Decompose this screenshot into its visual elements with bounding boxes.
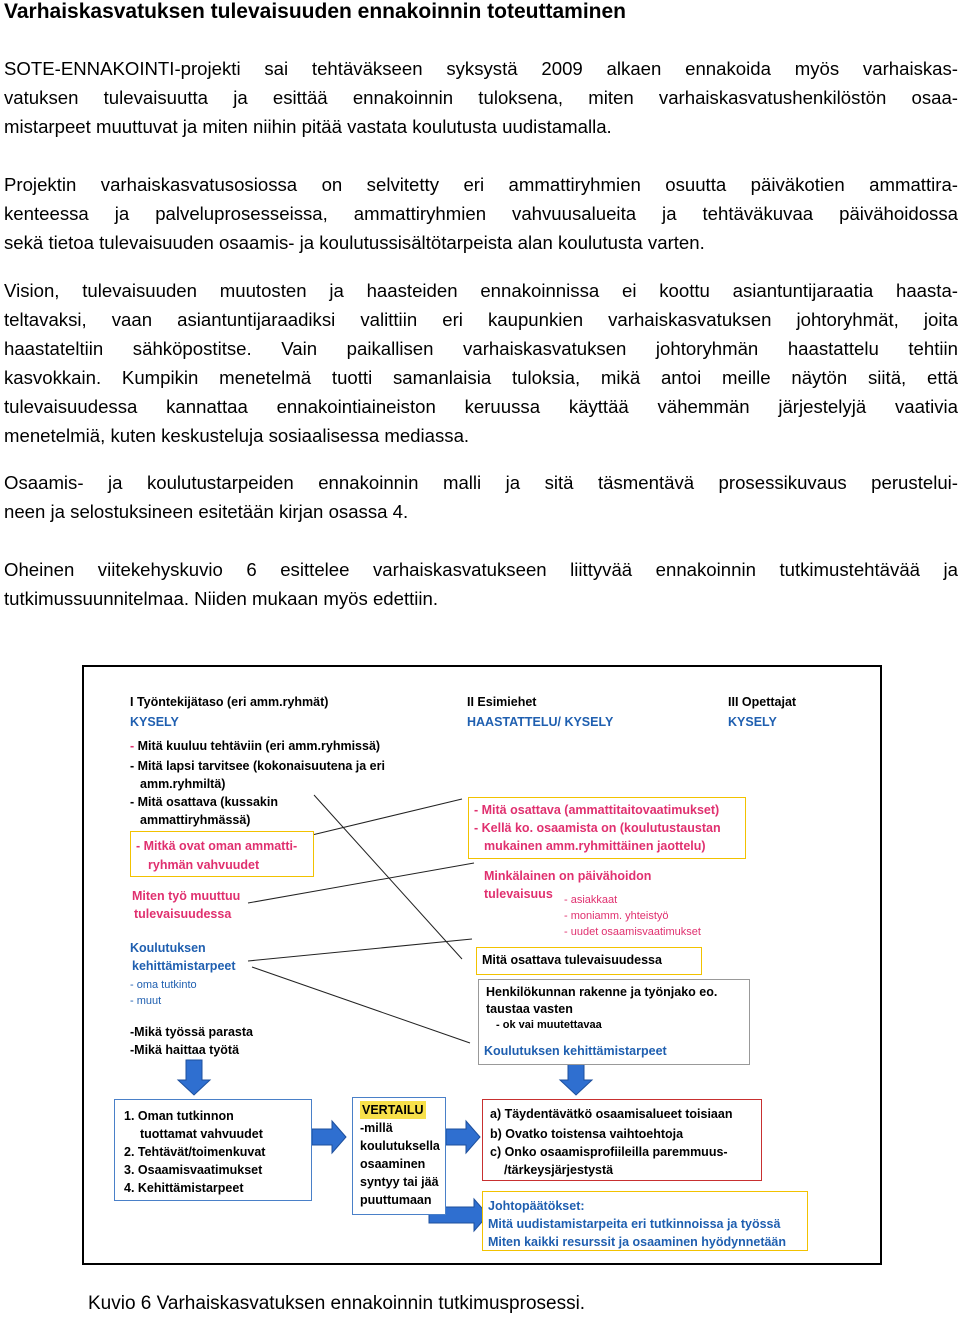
best-in-work: -Mikä työssä parasta: [130, 1025, 253, 1039]
skills-line-a: - Mitä osattava (ammattitaitovaatimukset): [474, 803, 720, 817]
research-process-figure: [82, 665, 882, 1265]
bottom-left-line: 1. Oman tutkinnon: [124, 1109, 234, 1123]
figure-caption: Kuvio 6 Varhaiskasvatuksen ennakoinnin tutkimusprosessi.: [88, 1293, 586, 1314]
connector-line: [248, 939, 472, 961]
change-line-a: Miten työ muuttuu: [132, 889, 241, 903]
paragraph-1: [4, 54, 958, 141]
worst-in-work: -Mikä haittaa työtä: [130, 1043, 240, 1057]
paragraph-4: [4, 468, 958, 526]
text-line: haastateltiin sähköpostitse. Vain paikallisen varhaiskasvatuksen johtoryhmän haastattelu tehtiin: [4, 338, 958, 359]
text-line: Oheinen viitekehyskuvio 6 esittelee varhaiskasvatukseen liittyvää ennakoinnin tutkimustehtävää ja: [4, 559, 958, 580]
question-line: c) Onko osaamisprofiileilla paremmuus-: [490, 1145, 728, 1159]
text-line: Osaamis- ja koulutustarpeiden ennakoinnin malli ja sitä täsmentävä prosessikuvaus perustelui-: [4, 472, 958, 493]
text-line: tulevaisuudessa kannattaa ennakointiaineiston keruussa käyttää vähemmän järjestelyjä vaativia: [4, 396, 958, 417]
right-arrow-2: [446, 1121, 480, 1153]
paragraph-5: [4, 555, 958, 613]
bottom-left-line: 3. Osaamisvaatimukset: [124, 1163, 263, 1177]
col2-method: HAASTATTELU/ KYSELY: [467, 715, 614, 729]
staff-line-a: Henkilökunnan rakenne ja työnjako eo.: [486, 985, 718, 999]
staff-line-c: - ok vai muutettavaa: [496, 1019, 602, 1031]
text-line: kasvokkain. Kumpikin menetelmä tuotti samanlaisia tuloksia, mikä antoi meille näytön siitä, että: [4, 367, 958, 388]
comparison-title: VERTAILU: [362, 1103, 424, 1117]
edu-needs-c: - oma tutkinto: [130, 979, 197, 991]
col3-heading: III Opettajat: [728, 695, 797, 709]
col2-edu-needs: Koulutuksen kehittämistarpeet: [484, 1044, 667, 1058]
paragraph-2: [4, 170, 958, 257]
text-line: tutkimussuunnitelmaa. Niiden mukaan myös edettiin.: [4, 588, 439, 609]
conclusions-line-a: Mitä uudistamistarpeita eri tutkinnoissa ja työssä: [488, 1217, 781, 1231]
text-line: mistarpeet muuttuvat ja miten niihin pitää vastata koulutusta uudistamalla.: [4, 116, 612, 137]
connector-line: [252, 967, 470, 1043]
future-line-d: - moniamm. yhteistyö: [564, 910, 669, 922]
future-line-a: Minkälainen on päivähoidon: [484, 869, 652, 883]
edu-needs-a: Koulutuksen: [130, 941, 206, 955]
down-arrow-right: [560, 1060, 592, 1095]
connector-line: [314, 795, 462, 959]
text-line: vatuksen tulevaisuutta ja esittää ennakoinnin tuloksena, miten varhaiskasvatushenkilöstön osaa-: [4, 87, 958, 108]
strengths-line-a: - Mitkä ovat oman ammatti-: [136, 839, 298, 853]
col1-item3b: ammattiryhmässä): [140, 813, 251, 827]
col3-method: KYSELY: [728, 715, 777, 729]
edu-needs-b: kehittämistarpeet: [132, 959, 236, 973]
text-line: SOTE-ENNAKOINTI-projekti sai tehtäväkseen syksystä 2009 alkaen ennakoida myös varhaiskas-: [4, 58, 958, 79]
col1-item2b: amm.ryhmiltä): [140, 777, 226, 791]
page-title: Varhaiskasvatuksen tulevaisuuden ennakoinnin toteuttaminen: [4, 0, 627, 23]
bottom-left-line: tuottamat vahvuudet: [140, 1127, 263, 1141]
conclusions-title: Johtopäätökset:: [488, 1199, 585, 1213]
comparison-line: osaaminen: [360, 1157, 426, 1171]
skills-line-c: mukainen amm.ryhmittäinen jaottelu): [484, 839, 706, 853]
text-line: teltavaksi, vaan asiantuntijaraadiksi valittiin eri kaupunkien varhaiskasvatuksen johtoryhmät, joita: [4, 309, 958, 330]
comparison-line: puuttumaan: [360, 1193, 432, 1207]
col1-item2a: - Mitä lapsi tarvitsee (kokonaisuutena ja eri: [130, 759, 385, 773]
question-line: b) Ovatko toistensa vaihtoehtoja: [490, 1127, 684, 1141]
bottom-left-line: 4. Kehittämistarpeet: [124, 1181, 244, 1195]
comparison-line: syntyy tai jää: [360, 1175, 439, 1189]
text-line: menetelmiä, kuten keskusteluja sosiaalisessa mediassa.: [4, 425, 470, 446]
text-line: neen ja selostuksineen esitetään kirjan osassa 4.: [4, 501, 409, 522]
text-line: Vision, tulevaisuuden muutosten ja haasteiden ennakoinnissa ei koottu asiantuntijaraatia haasta-: [4, 280, 958, 301]
change-line-b: tulevaisuudessa: [134, 907, 232, 921]
future-line-c: - asiakkaat: [564, 894, 618, 906]
text-line: sekä tietoa tulevaisuuden osaamis- ja koulutussisältötarpeista alan koulutusta varten.: [4, 232, 705, 253]
text-line: Projektin varhaiskasvatusosiossa on selvitetty eri ammattiryhmien osuutta päiväkotien ammattira-: [4, 174, 958, 195]
strengths-line-b: ryhmän vahvuudet: [148, 858, 260, 872]
col2-heading: II Esimiehet: [467, 695, 537, 709]
question-line: a) Täydentävätkö osaamisalueet toisiaan: [490, 1107, 733, 1121]
question-line: /tärkeysjärjestystä: [504, 1163, 614, 1177]
col1-heading: I Työntekijätaso (eri amm.ryhmät): [130, 695, 329, 709]
future-skills-text: Mitä osattava tulevaisuudessa: [482, 953, 662, 967]
col1-item1: - Mitä kuuluu tehtäviin (eri amm.ryhmissä): [130, 739, 381, 753]
col1-method: KYSELY: [130, 715, 179, 729]
right-arrow-1: [312, 1121, 346, 1153]
conclusions-line-b: Miten kaikki resurssit ja osaaminen hyödynnetään: [488, 1235, 787, 1249]
col1-item3a: - Mitä osattava (kussakin: [130, 795, 278, 809]
future-line-e: - uudet osaamisvaatimukset: [564, 926, 701, 938]
future-line-b: tulevaisuus: [484, 887, 553, 901]
staff-line-b: taustaa vasten: [486, 1002, 573, 1016]
text-line: kenteessa ja palveluprosesseissa, ammattiryhmien vahvuusalueita ja tehtäväkuvaa päivähoidossa: [4, 203, 958, 224]
comparison-line: koulutuksella: [360, 1139, 440, 1153]
down-arrow-left: [178, 1060, 210, 1095]
edu-needs-d: - muut: [130, 995, 162, 1007]
comparison-line: -millä: [360, 1121, 393, 1135]
skills-line-b: - Kellä ko. osaamista on (koulutustaustan: [474, 821, 721, 835]
paragraph-3: [4, 276, 958, 450]
bottom-left-line: 2. Tehtävät/toimenkuvat: [124, 1145, 266, 1159]
